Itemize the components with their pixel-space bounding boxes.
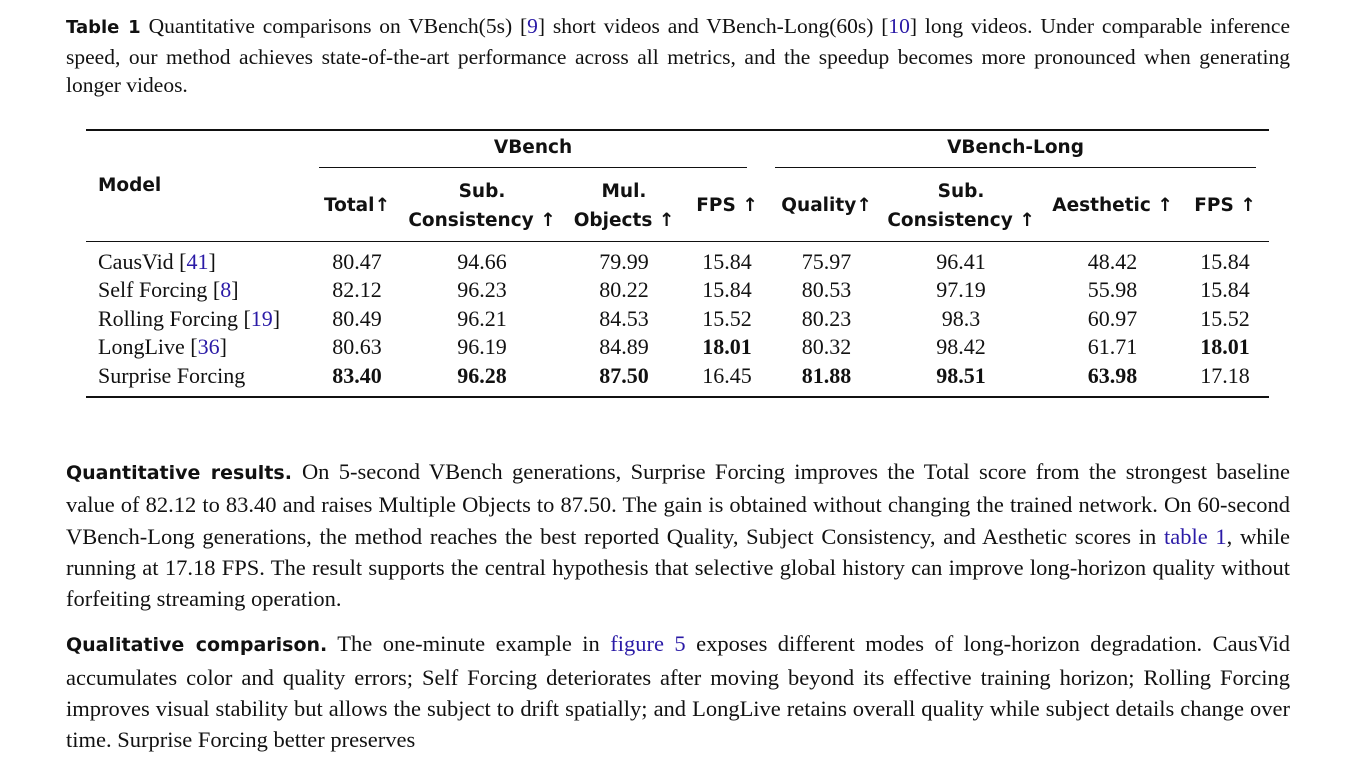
table-row [86, 333, 1269, 362]
sub-consistency-cell-1: 96.28 [457, 362, 507, 388]
figure-5-link[interactable]: figure 5 [610, 631, 686, 657]
sub-consistency-cell-2: 96.41 [936, 248, 986, 274]
mul-objects-header-line1: Mul. [601, 180, 647, 202]
model-name-cell [86, 333, 319, 362]
fps-cell-2: 15.52 [1200, 305, 1250, 331]
aesthetic-column-header: Aesthetic ↑ [1052, 195, 1173, 216]
caption-cite-vbench-long[interactable]: 10 [888, 14, 910, 38]
table-row [86, 276, 1269, 305]
caption-text-1: Quantitative comparisons on VBench(5s) [ [148, 14, 528, 38]
caption-text-2: ] short videos and VBench-Long(60s) [ [537, 14, 889, 38]
model-name-cell [86, 241, 319, 276]
model-name-cell [86, 305, 319, 334]
model-cite-close: ] [231, 277, 239, 302]
fps-cell-1: 15.84 [702, 277, 752, 302]
fps-cell-1: 15.52 [702, 305, 752, 331]
fps-cell-2: 15.84 [1200, 277, 1250, 302]
sub-consistency-cell-1: 96.23 [457, 277, 507, 302]
sub-consistency-cell-2: 98.42 [936, 334, 986, 359]
sub-consistency-header-1-line1: Sub. [458, 180, 506, 202]
quality-cell: 80.53 [801, 277, 852, 302]
model-cite[interactable]: 41 [186, 248, 209, 274]
aesthetic-cell: 48.42 [1087, 248, 1138, 274]
sub-consistency-header-2-line2: Consistency ↑ [887, 209, 1035, 231]
fps-cell-1: 16.45 [702, 362, 752, 388]
sub-consistency-header-2-line1: Sub. [937, 180, 985, 202]
aesthetic-cell: 63.98 [1087, 362, 1138, 388]
model-cite-close: ] [208, 248, 216, 274]
quantitative-results-paragraph [66, 456, 1290, 614]
sub-consistency-cell-2: 98.51 [936, 362, 986, 388]
model-cite-close: ] [219, 334, 227, 359]
table-row [86, 362, 1269, 398]
sub-consistency-cell-1: 94.66 [457, 248, 507, 274]
qualitative-text-1: The one-minute example in [337, 631, 611, 657]
sub-consistency-cell-1: 96.21 [457, 305, 507, 331]
table-header-group-row [86, 130, 1269, 171]
qualitative-comparison-label: Qualitative comparison. [66, 634, 328, 657]
caption-text-3: ] long videos. Under comparable inference speed, our method achieves state-of-the-art performance across all metrics, and the speedup becomes more pronounced when generating longer videos. [66, 14, 1290, 97]
table-caption [66, 12, 1290, 100]
sub-consistency-header-1-line2: Consistency ↑ [408, 209, 556, 231]
total-cell: 82.12 [332, 277, 382, 302]
qualitative-comparison-paragraph [66, 628, 1290, 755]
mul-objects-cell: 87.50 [599, 362, 649, 388]
quantitative-text-1: On 5-second VBench generations, Surprise Forcing improves the Total score from the strongest baseline value of 82.12 to 83.40 and raises Multiple Objects to 87.50. The gain is obtained without changing the trained network. On 60-second VBench-Long generations, the method reaches the best reported Quality, Subject Consistency, and Aesthetic scores in [66, 459, 1290, 549]
fps-column-header-1: FPS ↑ [696, 195, 758, 216]
sub-consistency-column-header-2 [878, 171, 1044, 242]
mul-objects-cell: 84.53 [599, 305, 649, 331]
quality-cell: 80.32 [801, 334, 852, 359]
quality-cell: 80.23 [801, 305, 852, 331]
fps-column-header-2: FPS ↑ [1194, 195, 1256, 216]
model-name: Self Forcing [ [98, 277, 221, 302]
quantitative-results-label: Quantitative results. [66, 462, 292, 484]
mul-objects-cell: 79.99 [599, 248, 649, 274]
total-column-header: Total↑ [323, 195, 391, 216]
sub-consistency-cell-2: 98.3 [941, 305, 981, 331]
quality-cell: 75.97 [801, 248, 852, 274]
aesthetic-cell: 55.98 [1087, 277, 1138, 302]
quantitative-text-2: , while running at 17.18 FPS. The result supports the central hypothesis that selective global history can improve long-horizon quality without forfeiting streaming operation. [66, 523, 1290, 612]
vbench-group-header [319, 130, 775, 171]
table-1-link[interactable]: table 1 [1163, 523, 1227, 549]
vbench-long-group-header [775, 130, 1269, 171]
total-cell: 83.40 [332, 362, 382, 388]
total-cell: 80.63 [332, 334, 382, 359]
mul-objects-column-header [569, 171, 679, 242]
fps-cell-1: 18.01 [702, 334, 752, 359]
total-cell: 80.47 [332, 248, 382, 274]
model-cite-close: ] [272, 305, 281, 331]
model-cite[interactable]: 8 [220, 277, 232, 302]
model-name: Surprise Forcing [98, 362, 246, 388]
paper-page [66, 12, 1290, 756]
model-name: CausVid [ [98, 248, 187, 274]
table-row [86, 305, 1269, 334]
total-cell: 80.49 [332, 305, 382, 331]
quality-column-header: Quality↑ [781, 195, 872, 216]
sub-consistency-cell-1: 96.19 [457, 334, 507, 359]
vbench-long-group-label: VBench-Long [775, 133, 1256, 168]
fps-cell-1: 15.84 [702, 248, 752, 274]
quality-cell: 81.88 [801, 362, 852, 388]
aesthetic-cell: 61.71 [1087, 334, 1138, 359]
model-cite[interactable]: 36 [197, 334, 220, 359]
model-name-cell [86, 362, 319, 398]
results-table-wrapper [86, 129, 1269, 399]
fps-cell-2: 18.01 [1200, 334, 1250, 359]
vbench-group-label: VBench [319, 133, 747, 168]
caption-label: Table 1 [66, 17, 141, 38]
mul-objects-cell: 80.22 [599, 277, 649, 302]
fps-cell-2: 15.84 [1200, 248, 1250, 274]
sub-consistency-cell-2: 97.19 [936, 277, 986, 302]
aesthetic-cell: 60.97 [1087, 305, 1138, 331]
results-table [86, 129, 1269, 399]
mul-objects-cell: 84.89 [599, 334, 649, 359]
model-cite[interactable]: 19 [250, 305, 273, 331]
table-row [86, 241, 1269, 276]
fps-cell-2: 17.18 [1200, 362, 1250, 388]
caption-cite-vbench[interactable]: 9 [527, 14, 538, 38]
sub-consistency-column-header-1 [395, 171, 569, 242]
model-name: Rolling Forcing [ [98, 305, 251, 331]
mul-objects-header-line2: Objects ↑ [573, 209, 675, 231]
model-column-header: Model [98, 175, 162, 196]
qualitative-text-2: exposes different modes of long-horizon degradation. CausVid accumulates color and quality errors; Self Forcing deteriorates after moving beyond its effective training horizon; Rolling Forcing improves visual stability but allows the subject to drift spatially; and LongLive retains overall quality while subject details change over time. Surprise Forcing better preserves [66, 631, 1290, 753]
model-name: LongLive [ [98, 334, 198, 359]
model-name-cell [86, 276, 319, 305]
